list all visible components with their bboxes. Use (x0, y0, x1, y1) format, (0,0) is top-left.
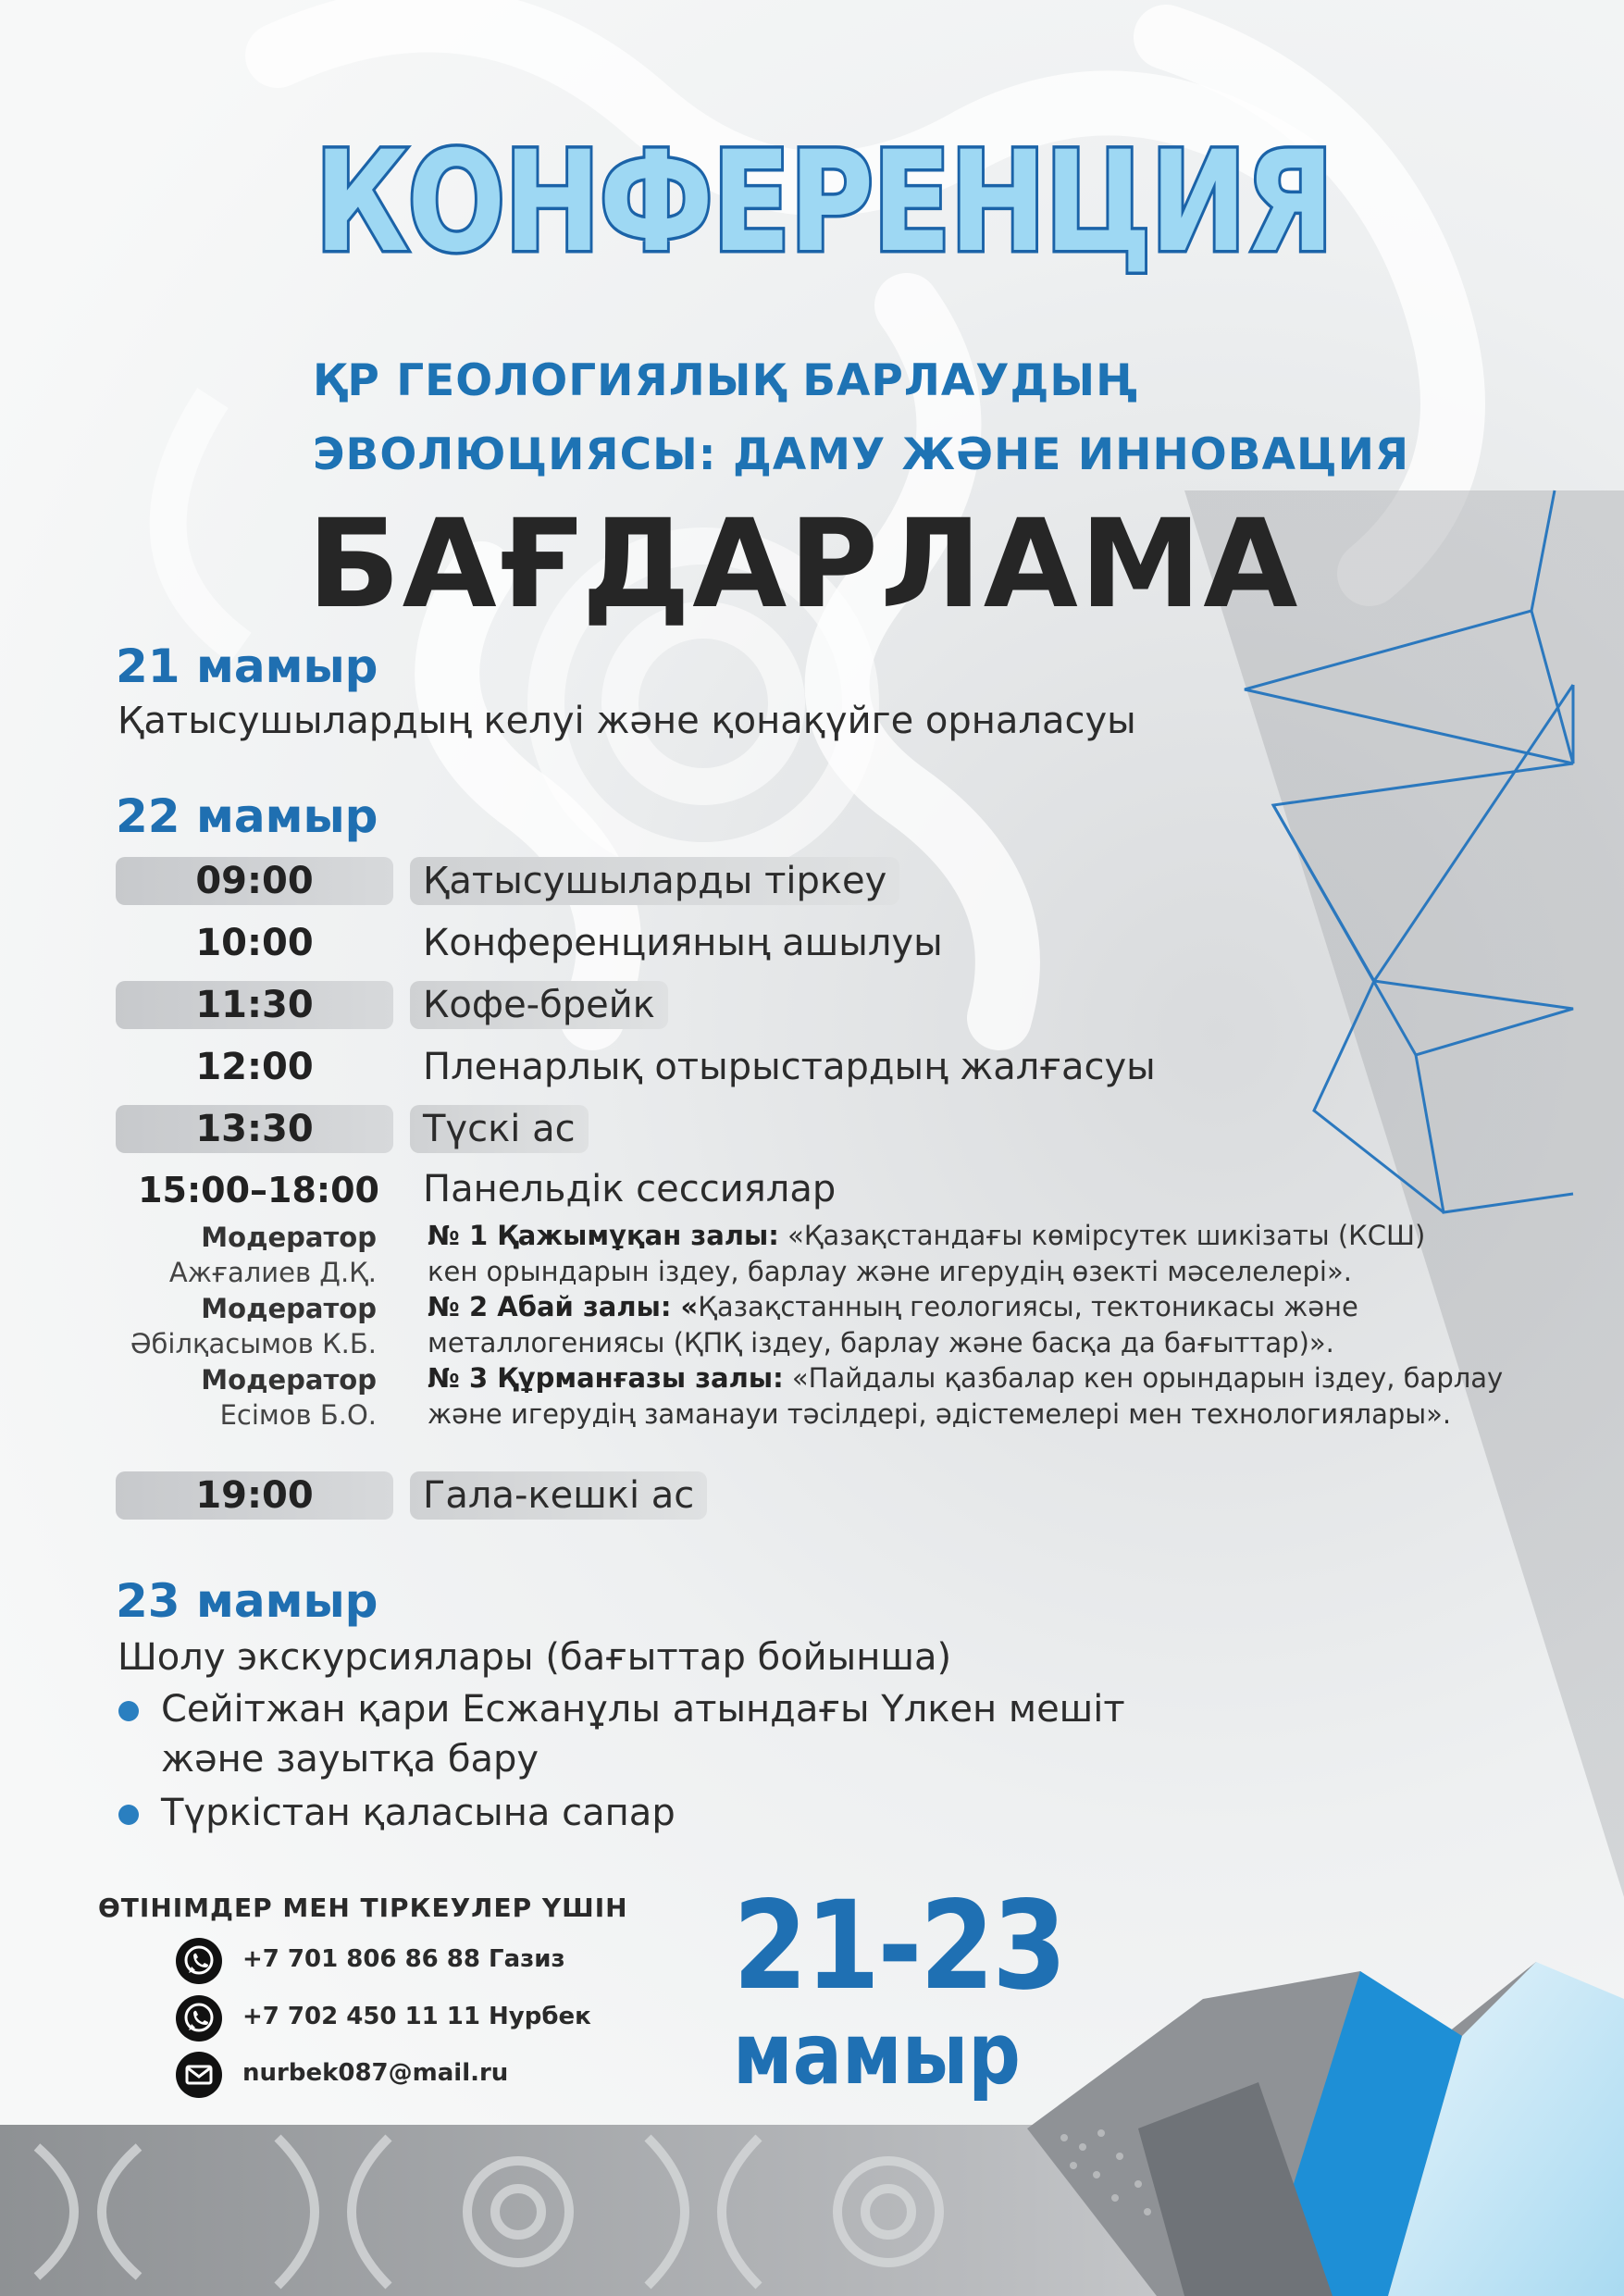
schedule-time: 19:00 (116, 1471, 393, 1520)
conference-subtitle (313, 344, 1423, 492)
session-1 (428, 1218, 1566, 1290)
schedule-row (116, 1043, 1504, 1095)
schedule-row (116, 919, 1504, 971)
session-text: Қазақстанның геологиясы, тектоникасы және (698, 1291, 1358, 1322)
bullet-dot (118, 1701, 139, 1721)
schedule-row (116, 857, 1504, 909)
schedule-event: Гала-кешкі ас (410, 1471, 707, 1520)
day2-date: 22 мамыр (116, 789, 378, 843)
moderator-name: Ажғалиев Д.Қ. (168, 1257, 377, 1288)
subtitle-line-1: ҚР ГЕОЛОГИЯЛЫҚ БАРЛАУДЫҢ (313, 355, 1139, 406)
schedule-row (116, 1471, 1504, 1523)
schedule-time: 10:00 (195, 922, 314, 964)
session-text: және игерудің заманауи тәсілдері, әдістемелері мен технологиялары». (428, 1398, 1452, 1430)
session-3 (428, 1360, 1566, 1433)
contact-value: nurbek087@mail.ru (242, 2059, 509, 2087)
panel-time: 15:00–18:00 (138, 1170, 379, 1210)
day1-date: 21 мамыр (116, 639, 378, 693)
moderator-label: Модератор (201, 1364, 377, 1396)
contact-value: +7 702 450 11 11 Нурбек (242, 2003, 591, 2030)
schedule-time: 12:00 (195, 1046, 314, 1088)
schedule-event: Пленарлық отырыстардың жалғасуы (423, 1046, 1156, 1088)
session-hall: № 2 Абай залы: « (428, 1291, 699, 1322)
schedule-time: 09:00 (116, 857, 393, 905)
session-text: «Қазақстандағы көмірсутек шикізаты (КСШ) (778, 1220, 1426, 1251)
contacts-title: ӨТІНІМДЕР МЕН ТІРКЕУЛЕР ҮШІН (98, 1893, 628, 1923)
moderator-label: Модератор (201, 1222, 377, 1253)
schedule-event: Кофе-брейк (410, 981, 668, 1029)
conference-title-text: КОНФЕРЕНЦИЯ (315, 122, 1333, 283)
session-hall: № 3 Құрманғазы залы: (428, 1362, 784, 1394)
schedule-row (116, 981, 1504, 1033)
session-text: «Пайдалы қазбалар кен орындарын іздеу, барлау (783, 1362, 1504, 1394)
day3-date: 23 мамыр (116, 1574, 378, 1628)
mail-icon (174, 2050, 224, 2100)
day1-text: Қатысушылардың келуі және қонақүйге орналасуы (118, 700, 1136, 742)
excursion-text: Сейітжан қари Есжанұлы атындағы Үлкен мешіт (161, 1688, 1125, 1731)
excursion-text: және зауытқа бару (161, 1738, 539, 1781)
session-text: металлогениясы (ҚПҚ іздеу, барлау және басқа да бағыттар)». (428, 1327, 1334, 1359)
contact-value: +7 701 806 86 88 Газиз (242, 1945, 565, 1973)
session-text: кен орындарын іздеу, барлау және игерудің өзекті мәселелері». (428, 1256, 1352, 1287)
panel-title: Панельдік сессиялар (423, 1168, 837, 1210)
date-month: мамыр (733, 2004, 1021, 2104)
schedule-time: 11:30 (116, 981, 393, 1029)
whatsapp-icon (174, 1993, 224, 2043)
moderator-name: Есімов Б.О. (219, 1399, 377, 1431)
excursion-text: Түркістан қаласына сапар (161, 1792, 676, 1834)
schedule-time: 13:30 (116, 1105, 393, 1153)
conference-title (305, 109, 1342, 285)
date-range: 21-23 (733, 1875, 1065, 2017)
day3-text: Шолу экскурсиялары (бағыттар бойынша) (118, 1636, 952, 1679)
schedule-event: Конференцияның ашылуы (423, 922, 943, 964)
program-title: БАҒДАРЛАМА (307, 493, 1300, 636)
schedule-event: Қатысушыларды тіркеу (410, 857, 899, 905)
moderator-name: Әбілқасымов К.Б. (130, 1328, 377, 1359)
whatsapp-icon (174, 1936, 224, 1986)
schedule-event: Түскі ас (410, 1105, 589, 1153)
session-hall: № 1 Қажымұқан залы: (428, 1220, 779, 1251)
schedule-row (116, 1105, 1504, 1157)
bullet-dot (118, 1805, 139, 1825)
subtitle-line-2: ЭВОЛЮЦИЯСЫ: ДАМУ ЖӘНЕ ИННОВАЦИЯ (313, 429, 1410, 480)
session-2 (428, 1289, 1566, 1361)
moderator-label: Модератор (201, 1293, 377, 1324)
